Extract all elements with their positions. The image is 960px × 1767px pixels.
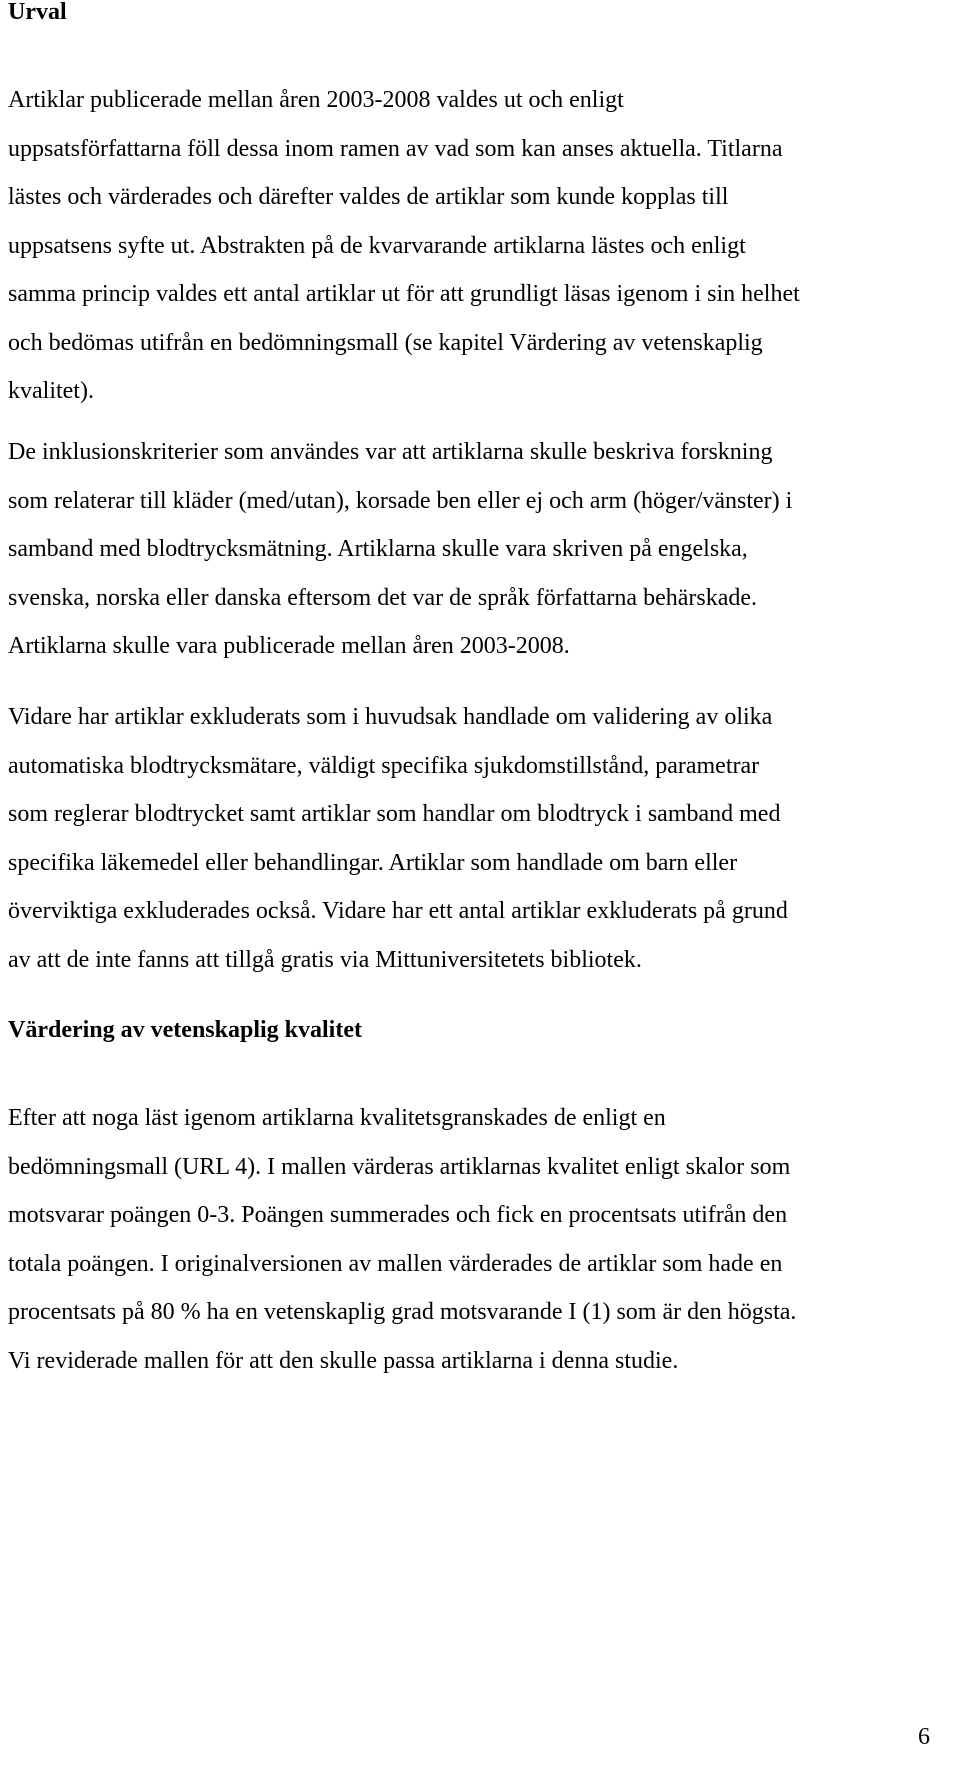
text-line: samband med blodtrycksmätning. Artiklarna skulle vara skriven på engelska, <box>8 536 748 562</box>
text-line: svenska, norska eller danska eftersom det var de språk författarna behärskade. <box>8 584 758 611</box>
text-line: lästes och värderades och därefter valdes de artiklar som kunde kopplas till <box>8 184 729 210</box>
text-line: Artiklarna skulle vara publicerade mellan åren 2003-2008. <box>8 633 570 659</box>
paragraph-vardering-1 <box>8 1094 952 1385</box>
text-line: Vi reviderade mallen för att den skulle passa artiklarna i denna studie. <box>8 1347 679 1374</box>
text-line: av att de inte fanns att tillgå gratis via Mittuniversitetets bibliotek. <box>8 946 642 973</box>
text-line: Vidare har artiklar exkluderats som i huvudsak handlade om validering av olika <box>8 704 773 730</box>
text-line: som reglerar blodtrycket samt artiklar som handlar om blodtryck i samband med <box>8 801 781 827</box>
text-line: bedömningsmall (URL 4). I mallen värderas artiklarnas kvalitet enligt skalor som <box>8 1153 791 1180</box>
text-line: uppsatsförfattarna föll dessa inom ramen av vad som kan anses aktuella. Titlarna <box>8 135 783 162</box>
text-line: och bedömas utifrån en bedömningsmall (se kapitel Värdering av vetenskaplig <box>8 329 763 356</box>
text-line: automatiska blodtrycksmätare, väldigt specifika sjukdomstillstånd, parametrar <box>8 752 760 779</box>
page-number: 6 <box>918 1724 930 1750</box>
section-heading-vardering: Värdering av vetenskaplig kvalitet <box>8 1017 362 1043</box>
text-line: specifika läkemedel eller behandlingar. Artiklar som handlade om barn eller <box>8 849 738 876</box>
text-line: procentsats på 80 % ha en vetenskaplig grad motsvarande I (1) som är den högsta. <box>8 1299 797 1325</box>
text-line: kvalitet). <box>8 378 94 404</box>
paragraph-urval-2 <box>8 428 952 671</box>
text-line: Artiklar publicerade mellan åren 2003-2008 valdes ut och enligt <box>8 87 624 113</box>
text-line: som relaterar till kläder (med/utan), korsade ben eller ej och arm (höger/vänster) i <box>8 487 793 514</box>
text-line: motsvarar poängen 0-3. Poängen summerades och fick en procentsats utifrån den <box>8 1202 788 1228</box>
section-heading-urval: Urval <box>8 0 67 25</box>
text-line: De inklusionskriterier som användes var att artiklarna skulle beskriva forskning <box>8 439 773 465</box>
text-line: samma princip valdes ett antal artiklar ut för att grundligt läsas igenom i sin helhet <box>8 281 800 307</box>
paragraph-urval-1 <box>8 76 952 416</box>
text-line: totala poängen. I originalversionen av mallen värderades de artiklar som hade en <box>8 1250 783 1277</box>
text-line: uppsatsens syfte ut. Abstrakten på de kvarvarande artiklarna lästes och enligt <box>8 232 746 259</box>
paragraph-urval-3 <box>8 693 952 984</box>
text-line: Efter att noga läst igenom artiklarna kvalitetsgranskades de enligt en <box>8 1105 666 1131</box>
text-line: överviktiga exkluderades också. Vidare har ett antal artiklar exkluderats på grund <box>8 898 788 924</box>
